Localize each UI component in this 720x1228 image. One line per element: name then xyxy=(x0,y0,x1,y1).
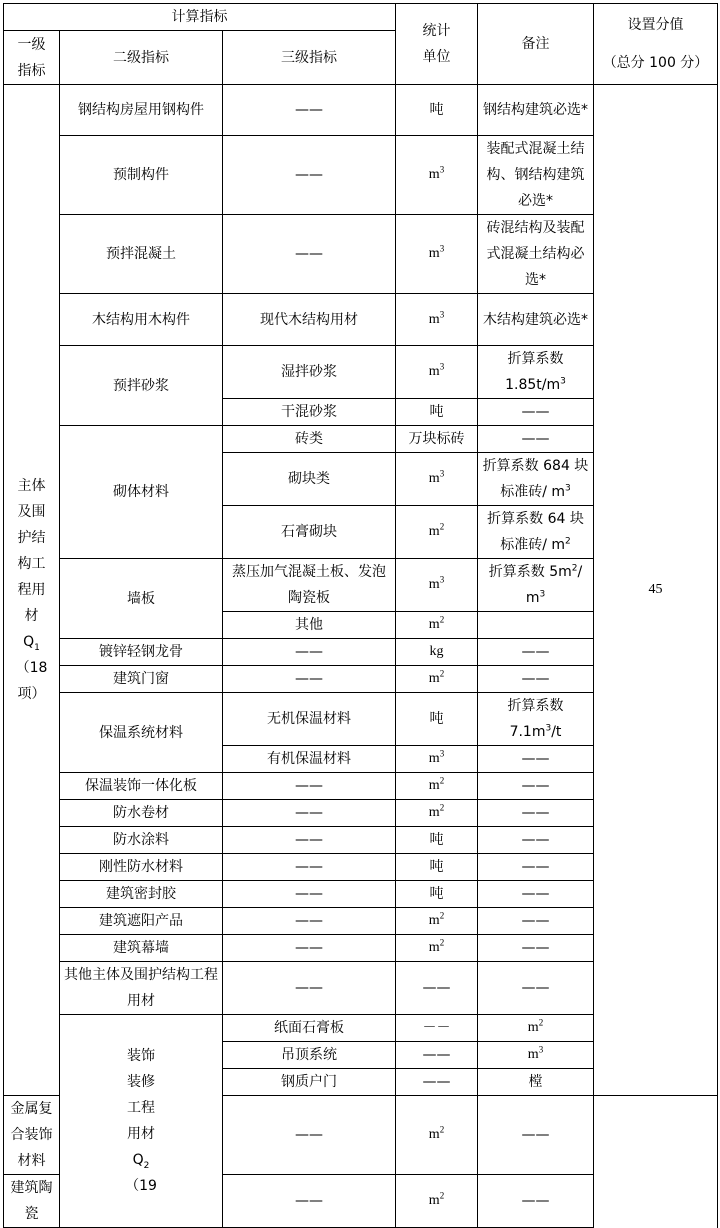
l3-cell: 无机保温材料 xyxy=(223,693,396,746)
l2-cell: 建筑陶瓷 xyxy=(4,1175,60,1228)
header-score-label: 设置分值 xyxy=(627,17,684,33)
l2-cell: 刚性防水材料 xyxy=(60,854,223,881)
header-l1: 一级指标 xyxy=(4,31,60,85)
l2-cell: 预拌砂浆 xyxy=(60,346,223,426)
l3-cell: —— xyxy=(223,639,396,666)
l3-cell: —— xyxy=(223,1175,396,1228)
note-cell: —— xyxy=(478,881,594,908)
l3-cell: —— xyxy=(396,1069,478,1096)
note-cell: 折算系数 $5m^2/$ $m^3$ xyxy=(478,559,594,612)
note-cell: —— xyxy=(478,1096,594,1175)
unit-cell: —— xyxy=(396,962,478,1015)
l2-cell: 钢质户门 xyxy=(223,1069,396,1096)
note-cell: 装配式混凝土结构、钢结构建筑必选* xyxy=(478,136,594,215)
l3-cell: —— xyxy=(223,773,396,800)
l2-cell: 纸面石膏板 xyxy=(223,1015,396,1042)
group-2-count: （19 xyxy=(125,1178,157,1194)
unit-cell: 吨 xyxy=(396,399,478,426)
header-row-1 xyxy=(4,4,718,31)
l2-cell: 建筑幕墙 xyxy=(60,935,223,962)
note-cell: 砖混结构及装配式混凝土结构必选* xyxy=(478,215,594,294)
l3-cell: —— xyxy=(223,962,396,1015)
table-row xyxy=(4,85,718,136)
l2-cell: 木结构用木构件 xyxy=(60,294,223,346)
header-l2: 二级指标 xyxy=(60,31,223,85)
unit-cell: 吨 xyxy=(396,854,478,881)
l3-cell: —— xyxy=(223,215,396,294)
group-2-cell xyxy=(60,1015,223,1228)
unit-cell: $m^2$ xyxy=(396,935,478,962)
l3-cell: —— xyxy=(223,854,396,881)
unit-cell: $m^3$ xyxy=(396,453,478,506)
header-note: 备注 xyxy=(478,4,594,85)
unit-cell: $m^3$ xyxy=(396,559,478,612)
l3-cell: 蒸压加气混凝土板、发泡陶瓷板 xyxy=(223,559,396,612)
l3-cell: －－ xyxy=(396,1015,478,1042)
l2-cell: 建筑门窗 xyxy=(60,666,223,693)
note-cell: —— xyxy=(478,639,594,666)
unit-cell: $m^2$ xyxy=(478,1015,594,1042)
l3-cell: 石膏砌块 xyxy=(223,506,396,559)
note-cell: 折算系数 $7.1m^3/t$ xyxy=(478,693,594,746)
l3-cell: 砌块类 xyxy=(223,453,396,506)
header-score-total: （总分 100 分） xyxy=(602,55,709,71)
unit-cell: $m^2$ xyxy=(396,612,478,639)
l3-cell: —— xyxy=(223,935,396,962)
unit-cell: $m^2$ xyxy=(396,800,478,827)
l2-cell: 预拌混凝土 xyxy=(60,215,223,294)
unit-cell: $m^3$ xyxy=(396,136,478,215)
l2-cell: 镀锌轻钢龙骨 xyxy=(60,639,223,666)
group-1-sub: 1 xyxy=(34,642,40,653)
l2-cell: 钢结构房屋用钢构件 xyxy=(60,85,223,136)
unit-cell: $m^2$ xyxy=(396,1096,478,1175)
note-cell: —— xyxy=(478,800,594,827)
l3-cell: —— xyxy=(223,85,396,136)
indicator-table xyxy=(3,3,718,1228)
l3-cell: 砖类 xyxy=(223,426,396,453)
group-1-count: （18项） xyxy=(15,660,48,702)
l3-cell: 现代木结构用材 xyxy=(223,294,396,346)
l3-cell: 其他 xyxy=(223,612,396,639)
l2-cell: 防水卷材 xyxy=(60,800,223,827)
unit-cell: $m^3$ xyxy=(396,215,478,294)
group-1-score: 45 xyxy=(594,85,718,1096)
group-1-name: 主体及围护结构工程用材 Q xyxy=(17,478,46,650)
unit-cell: 吨 xyxy=(396,881,478,908)
unit-cell: $m^3$ xyxy=(396,294,478,346)
group-1-cell xyxy=(4,85,60,1096)
unit-cell: 吨 xyxy=(396,827,478,854)
note-cell: 折算系数 64 块标准砖/ $m^2$ xyxy=(478,506,594,559)
unit-cell: $m^3$ xyxy=(396,346,478,399)
l2-cell: 墙板 xyxy=(60,559,223,639)
l2-cell: 保温系统材料 xyxy=(60,693,223,773)
l2-cell: 其他主体及围护结构工程用材 xyxy=(60,962,223,1015)
header-unit: 统计单位 xyxy=(396,4,478,85)
l2-cell: 金属复合装饰材料 xyxy=(4,1096,60,1175)
l3-cell: —— xyxy=(223,666,396,693)
l2-cell: 防水涂料 xyxy=(60,827,223,854)
l3-cell: —— xyxy=(396,1042,478,1069)
unit-cell: kg xyxy=(396,639,478,666)
note-cell: —— xyxy=(478,962,594,1015)
l3-cell: 干混砂浆 xyxy=(223,399,396,426)
unit-cell: $m^2$ xyxy=(396,1175,478,1228)
note-cell: —— xyxy=(478,426,594,453)
l3-cell: —— xyxy=(223,136,396,215)
note-cell: —— xyxy=(478,399,594,426)
l2-cell: 保温装饰一体化板 xyxy=(60,773,223,800)
l3-cell: —— xyxy=(223,800,396,827)
l2-cell: 吊顶系统 xyxy=(223,1042,396,1069)
l3-cell: —— xyxy=(223,881,396,908)
group-2-name: 装饰装修工程用材 Q xyxy=(127,1048,155,1168)
note-cell: —— xyxy=(478,827,594,854)
note-cell xyxy=(478,612,594,639)
l3-cell: —— xyxy=(223,908,396,935)
note-cell: —— xyxy=(478,854,594,881)
unit-cell: 吨 xyxy=(396,85,478,136)
l2-cell: 砌体材料 xyxy=(60,426,223,559)
note-cell: 折算系数 $1.85t/m^3$ xyxy=(478,346,594,399)
unit-cell: $m^3$ xyxy=(396,746,478,773)
l2-cell: 建筑遮阳产品 xyxy=(60,908,223,935)
unit-cell: $m^2$ xyxy=(396,908,478,935)
l2-cell: 预制构件 xyxy=(60,136,223,215)
note-cell: —— xyxy=(478,908,594,935)
note-cell: 钢结构建筑必选* xyxy=(478,85,594,136)
unit-cell: $m^3$ xyxy=(478,1042,594,1069)
unit-cell: 万块标砖 xyxy=(396,426,478,453)
header-calc: 计算指标 xyxy=(4,4,396,31)
unit-cell: $m^2$ xyxy=(396,773,478,800)
header-l3: 三级指标 xyxy=(223,31,396,85)
unit-cell: 吨 xyxy=(396,693,478,746)
note-cell: —— xyxy=(478,773,594,800)
l2-cell: 建筑密封胶 xyxy=(60,881,223,908)
l3-cell: 湿拌砂浆 xyxy=(223,346,396,399)
note-cell: —— xyxy=(478,935,594,962)
l3-cell: 有机保温材料 xyxy=(223,746,396,773)
group-2-sub: 2 xyxy=(143,1160,150,1171)
l3-cell: —— xyxy=(223,827,396,854)
note-cell: —— xyxy=(478,666,594,693)
note-cell: 木结构建筑必选* xyxy=(478,294,594,346)
l3-cell: —— xyxy=(223,1096,396,1175)
note-cell: —— xyxy=(478,746,594,773)
unit-cell: $m^2$ xyxy=(396,506,478,559)
unit-cell: $m^2$ xyxy=(396,666,478,693)
note-cell: 折算系数 684 块标准砖/ $m^3$ xyxy=(478,453,594,506)
unit-cell: 樘 xyxy=(478,1069,594,1096)
header-score xyxy=(594,4,718,85)
note-cell: —— xyxy=(478,1175,594,1228)
